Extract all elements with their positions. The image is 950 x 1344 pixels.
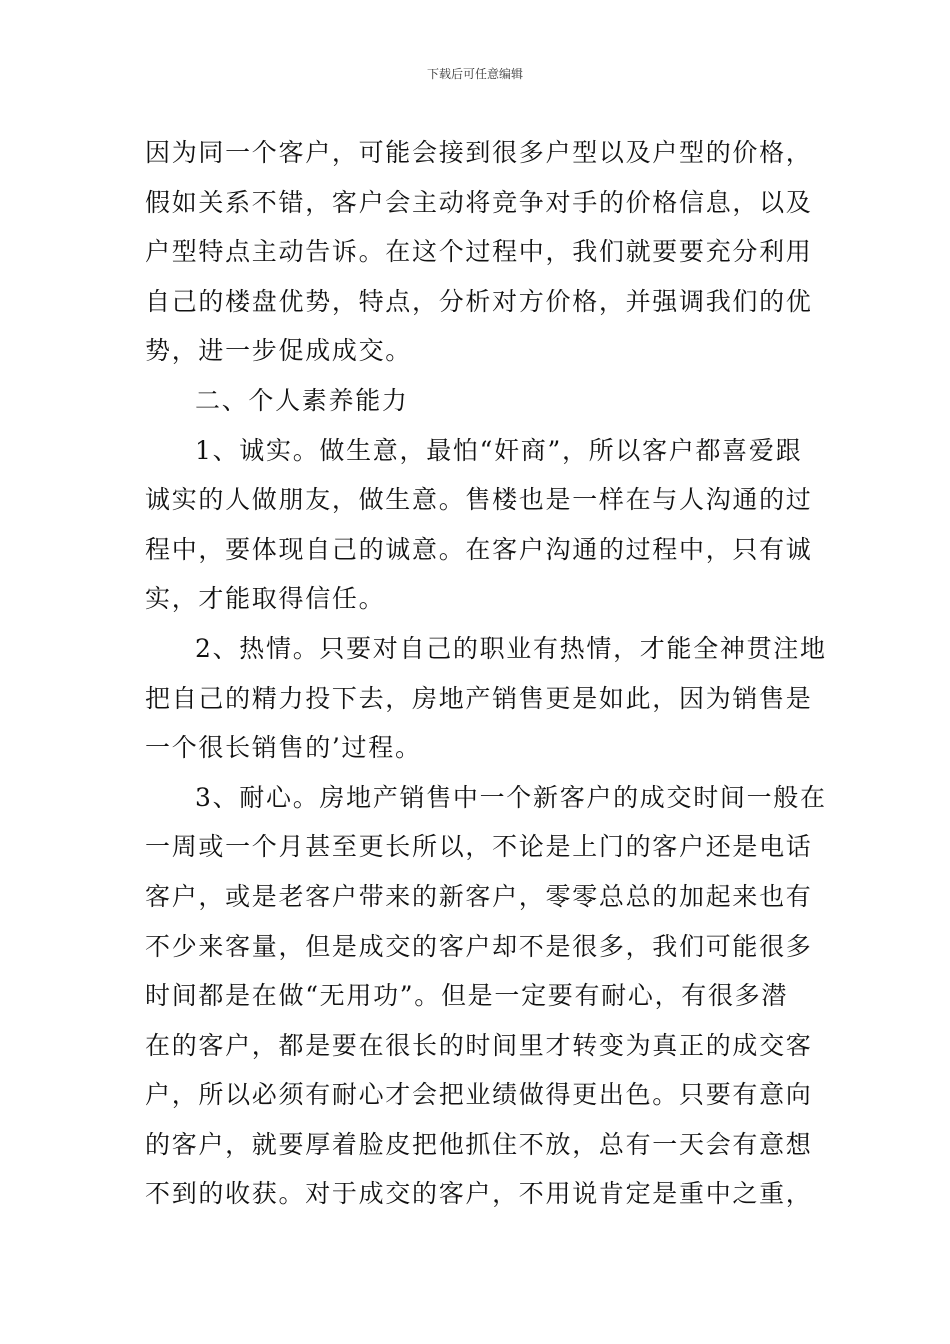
text-line: 2、热情。只要对自己的职业有热情，才能全神贯注地: [195, 633, 827, 663]
text-line: 3、耐心。房地产销售中一个新客户的成交时间一般在: [195, 782, 827, 812]
text-line: 户，所以必须有耐心才会把业绩做得更出色。只要有意向: [145, 1080, 813, 1110]
text-line: 时间都是在做“无用功”。但是一定要有耐心，有很多潜: [145, 981, 789, 1011]
text-line: 因为同一个客户，可能会接到很多户型以及户型的价格，: [145, 138, 813, 167]
text-line: 户型特点主动告诉。在这个过程中，我们就要要充分利用: [145, 237, 813, 267]
text-line: 的客户，就要厚着脸皮把他抓住不放，总有一天会有意想: [145, 1129, 813, 1159]
text-line: 实，才能取得信任。: [145, 584, 386, 614]
text-line: 诚实的人做朋友，做生意。售楼也是一样在与人沟通的过: [145, 485, 813, 515]
text-line: 一周或一个月甚至更长所以，不论是上门的客户还是电话: [145, 832, 813, 862]
page-header: 下载后可任意编辑: [426, 67, 523, 81]
text-line: 把自己的精力投下去，房地产销售更是如此，因为销售是: [145, 683, 813, 713]
section-heading: 二、个人素养能力: [195, 385, 409, 415]
text-line: 不少来客量，但是成交的客户却不是很多，我们可能很多: [145, 931, 813, 961]
body-text: [145, 128, 827, 1219]
text-line: 1、诚实。做生意，最怕“奸商”，所以客户都喜爱跟: [195, 435, 803, 465]
text-line: 程中，要体现自己的诚意。在客户沟通的过程中，只有诚: [145, 534, 813, 564]
text-line: 势，进一步促成成交。: [145, 336, 413, 366]
text-line: 假如关系不错，客户会主动将竞争对手的价格信息，以及: [145, 187, 813, 217]
text-line: 在的客户，都是要在很长的时间里才转变为真正的成交客: [145, 1030, 813, 1060]
text-line: 一个很长销售的’过程。: [145, 733, 422, 763]
text-line: 自己的楼盘优势，特点，分析对方价格，并强调我们的优: [145, 286, 813, 316]
text-line: 不到的收获。对于成交的客户，不用说肯定是重中之重，: [145, 1179, 813, 1209]
text-line: 客户，或是老客户带来的新客户，零零总总的加起来也有: [145, 881, 813, 911]
